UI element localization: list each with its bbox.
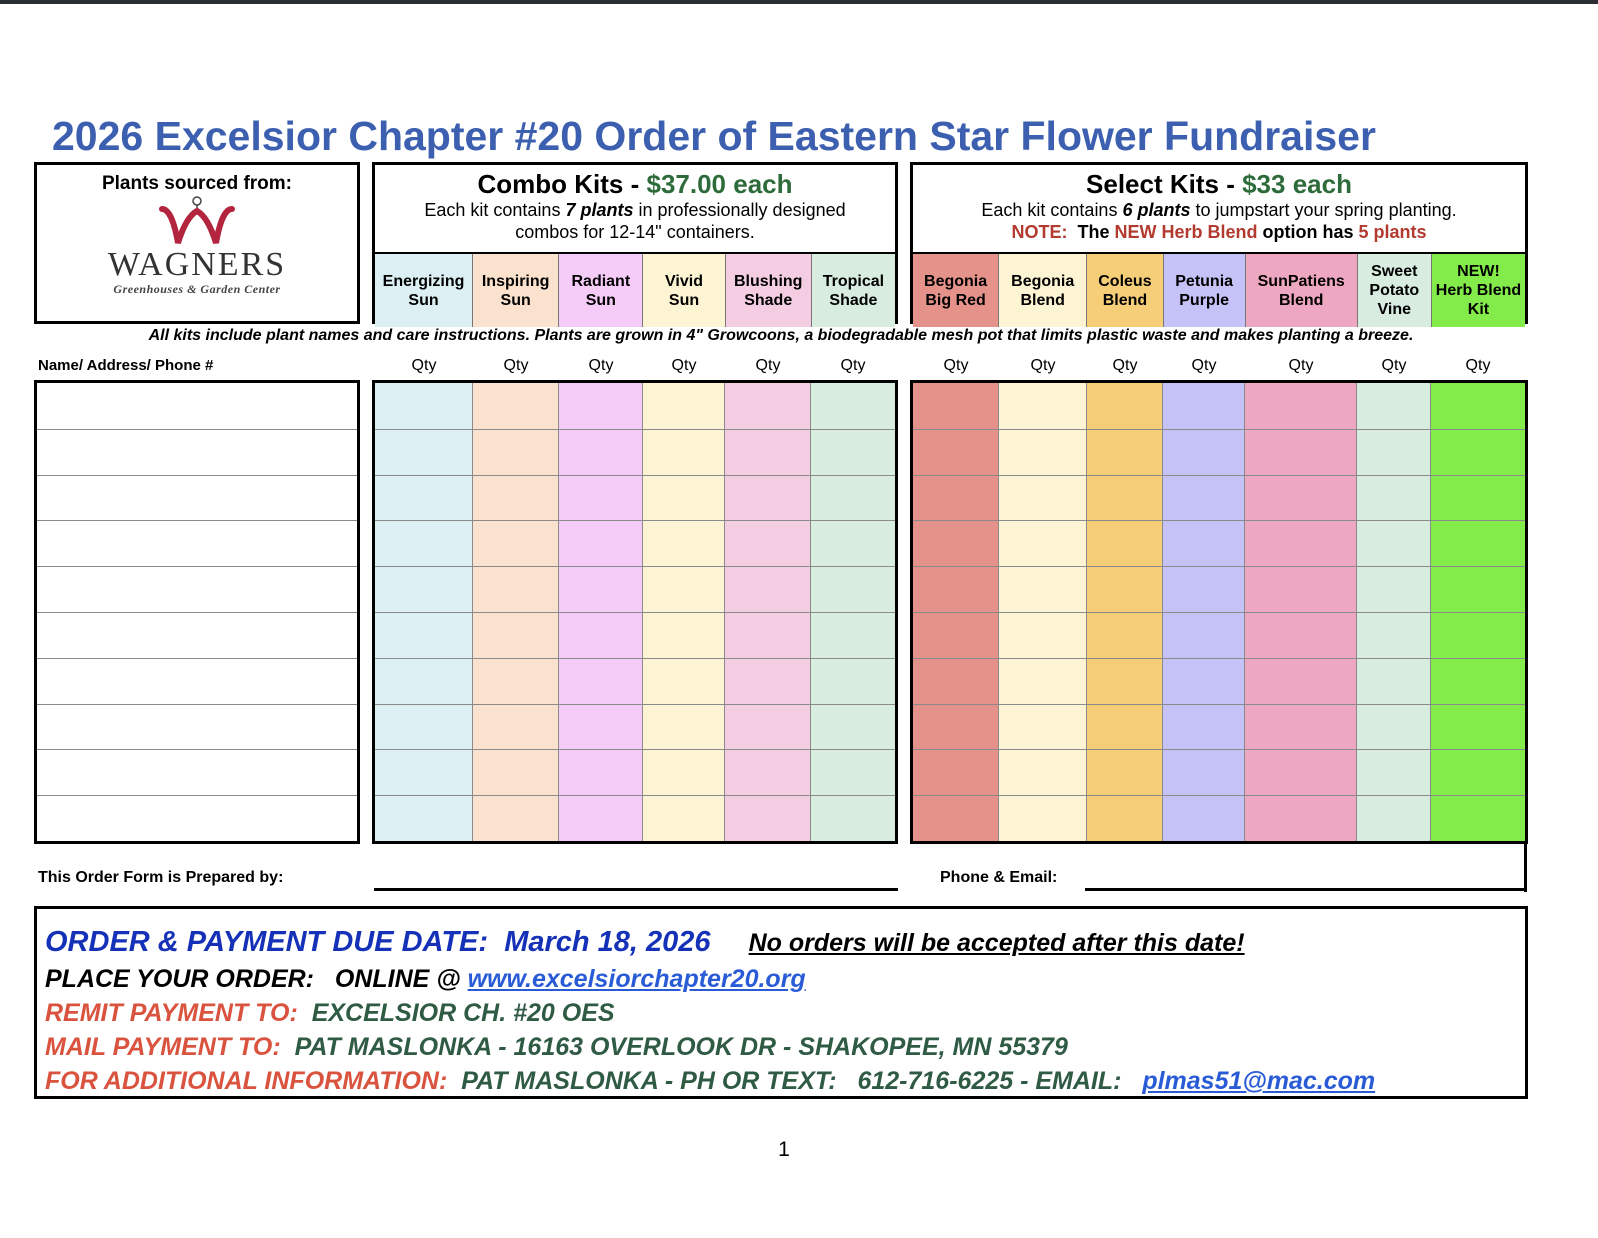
combo-table-row[interactable] [375,566,895,612]
select-table-row[interactable] [913,566,1525,612]
note-new-herb: NEW Herb Blend [1114,222,1258,242]
combo-table-row[interactable] [375,658,895,704]
info-label: FOR ADDITIONAL INFORMATION: [45,1067,448,1095]
place-label: PLACE YOUR ORDER: [45,965,315,993]
name-table-row[interactable] [37,795,357,841]
note-count: 5 plants [1358,222,1427,242]
select-table-row[interactable] [913,429,1525,475]
select-qty-labels [913,356,1525,376]
combo-kits-row [375,252,895,327]
mail-label: MAIL PAYMENT TO: [45,1033,281,1061]
qty-label-coleus-blend: Qty [1112,357,1138,374]
combo-table-row[interactable] [375,704,895,750]
wagners-w-icon [158,195,236,245]
select-table-row[interactable] [913,612,1525,658]
remit-line [45,996,1525,1030]
name-table-row[interactable] [37,658,357,704]
qty-label-begonia-big-red: Qty [943,357,969,374]
combo-table-row[interactable] [375,749,895,795]
combo-qty-labels [375,356,895,376]
combo-description [375,199,895,243]
select-kits-row [913,252,1525,327]
kit-header-inspiring-sun: Inspiring Sun [473,254,559,327]
name-table-row[interactable] [37,566,357,612]
kits-info-note: All kits include plant names and care instructions. Plants are grown in 4" Growcoons, a biodegradable mesh pot that limits plastic waste and makes planting a breeze. [148,327,1414,344]
select-table-row[interactable] [913,383,1525,429]
name-table-row[interactable] [37,704,357,750]
order-website-link[interactable]: www.excelsiorchapter20.org [467,965,806,993]
source-label: Plants sourced from: [101,173,293,194]
combo-table-row[interactable] [375,795,895,841]
combo-desc-post: in professionally designed combos for 12-14" containers. [515,200,846,242]
phone-email-label: Phone & Email: [940,869,1058,886]
select-table-row[interactable] [913,704,1525,750]
combo-table-row[interactable] [375,429,895,475]
contact-email-link[interactable]: plmas51@mac.com [1142,1067,1376,1095]
combo-table-row[interactable] [375,475,895,521]
qty-label-begonia-blend: Qty [1030,357,1056,374]
place-order-line [45,962,1525,996]
combo-desc-pre: Each kit contains [424,200,566,220]
no-orders-warning: No orders will be accepted after this date! [748,929,1245,957]
note-text-2: option has [1257,222,1359,242]
name-entry-grid [34,380,360,844]
qty-label-sunpatiens-blend: Qty [1288,357,1314,374]
qty-label-new-herb-blend-kit: Qty [1465,357,1491,374]
name-table-row[interactable] [37,383,357,429]
qty-label-tropical-shade: Qty [840,357,866,374]
select-kits-title [913,169,1525,199]
select-title-text: Select Kits - [1086,169,1243,199]
footer-box [34,906,1528,1099]
qty-label-inspiring-sun: Qty [503,357,529,374]
combo-table-row[interactable] [375,520,895,566]
name-table-row[interactable] [37,749,357,795]
select-table-row[interactable] [913,520,1525,566]
combo-table-row[interactable] [375,383,895,429]
name-table-row[interactable] [37,475,357,521]
due-date-line [45,923,1525,962]
kit-header-coleus-blend: Coleus Blend [1087,254,1163,327]
name-column-label: Name/ Address/ Phone # [38,357,214,374]
combo-qty-grid [372,380,898,844]
qty-label-energizing-sun: Qty [411,357,437,374]
select-table-row[interactable] [913,475,1525,521]
combo-title-text: Combo Kits - [477,169,647,199]
kit-header-energizing-sun: Energizing Sun [375,254,473,327]
due-label: ORDER & PAYMENT DUE DATE: [45,926,489,958]
combo-table-row[interactable] [375,612,895,658]
name-table-row[interactable] [37,520,357,566]
page-title: 2026 Excelsior Chapter #20 Order of Eastern Star Flower Fundraiser [52,113,1376,159]
kit-header-sweet-potato-vine: Sweet Potato Vine [1358,254,1432,327]
name-table-row[interactable] [37,612,357,658]
logo-wordmark: WAGNERS [107,246,287,283]
kit-header-petunia-purple: Petunia Purple [1164,254,1246,327]
source-box [34,162,360,324]
note-text-1: The [1077,222,1115,242]
place-online: ONLINE @ [334,965,461,993]
qty-label-radiant-sun: Qty [588,357,614,374]
kit-header-tropical-shade: Tropical Shade [812,254,895,327]
phone-email-line[interactable] [1085,888,1527,891]
remit-value: EXCELSIOR CH. #20 OES [311,999,615,1027]
select-table-row[interactable] [913,749,1525,795]
info-value: PAT MASLONKA - PH OR TEXT: 612-716-6225 - EMAIL: [461,1067,1122,1095]
window-top-bar [0,0,1598,4]
kit-header-begonia-big-red: Begonia Big Red [913,254,999,327]
combo-price: $37.00 each [646,169,793,199]
mail-line [45,1030,1525,1064]
select-price: $33 each [1242,169,1352,199]
select-kits-header [910,162,1528,324]
note-label: NOTE: [1011,222,1068,242]
select-note [913,221,1525,243]
name-table-row[interactable] [37,429,357,475]
qty-label-blushing-shade: Qty [755,357,781,374]
kit-header-vivid-sun: Vivid Sun [643,254,725,327]
page-number: 1 [778,1138,790,1161]
qty-label-vivid-sun: Qty [671,357,697,374]
kit-header-begonia-blend: Begonia Blend [999,254,1087,327]
mail-value: PAT MASLONKA - 16163 OVERLOOK DR - SHAKOPEE, MN 55379 [294,1033,1068,1061]
additional-info-line [45,1064,1525,1098]
remit-label: REMIT PAYMENT TO: [45,999,298,1027]
kit-header-blushing-shade: Blushing Shade [726,254,812,327]
combo-desc-bold: 7 plants [565,200,634,220]
kit-header-sunpatiens-blend: SunPatiens Blend [1246,254,1358,327]
select-table-row[interactable] [913,658,1525,704]
kit-header-new-herb-blend-kit: NEW! Herb Blend Kit [1432,254,1525,327]
qty-label-sweet-potato-vine: Qty [1381,357,1407,374]
wagners-logo [37,195,357,297]
prepared-by-line[interactable] [374,888,898,891]
due-date: March 18, 2026 [504,926,711,958]
combo-kits-title [375,169,895,199]
select-qty-grid [910,380,1528,844]
select-table-row[interactable] [913,795,1525,841]
combo-kits-header [372,162,898,324]
select-desc-post: to jumpstart your spring planting. [1190,200,1457,220]
select-description [913,199,1525,221]
select-desc-bold: 6 plants [1122,200,1191,220]
prepared-by-label: This Order Form is Prepared by: [38,869,284,886]
logo-subtitle: Greenhouses & Garden Center [113,282,281,296]
qty-label-petunia-purple: Qty [1191,357,1217,374]
select-desc-pre: Each kit contains [981,200,1123,220]
right-border-stub [1524,842,1527,892]
kit-header-radiant-sun: Radiant Sun [559,254,643,327]
